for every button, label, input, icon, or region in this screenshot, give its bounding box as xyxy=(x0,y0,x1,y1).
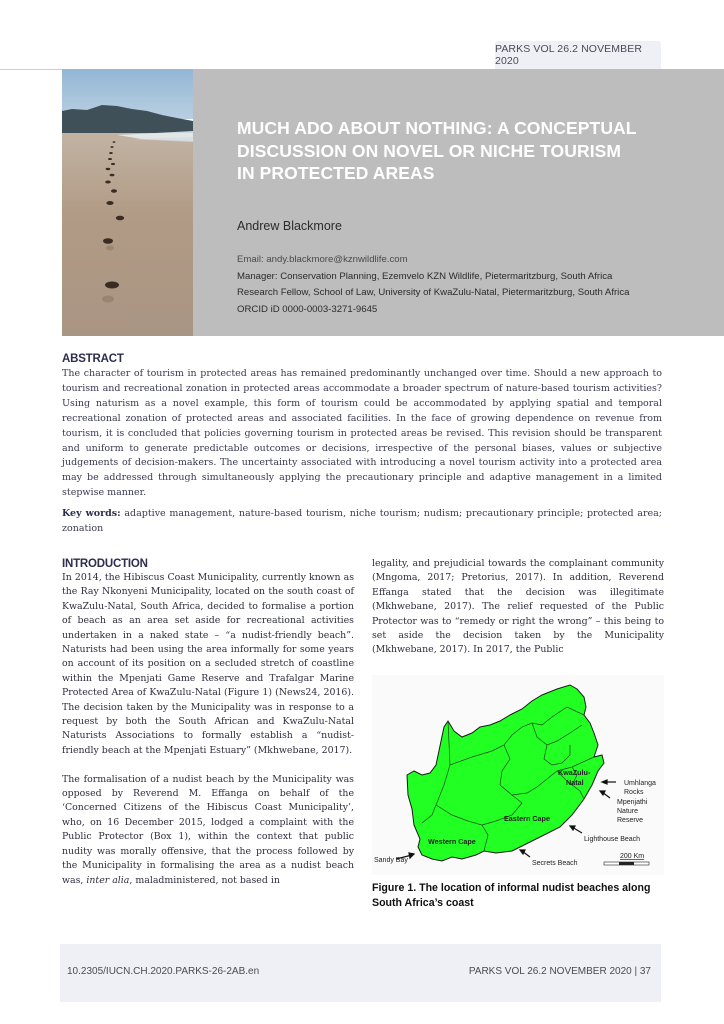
intro-paragraph-2-end: , maladministered, not based in xyxy=(129,874,280,886)
author-name: Andrew Blackmore xyxy=(237,219,342,233)
map-label-umhlanga-1: Umhlanga xyxy=(624,780,656,787)
header-rule xyxy=(0,69,62,70)
affiliation-line-2: Research Fellow, School of Law, University of KwaZulu-Natal, Pietermaritzburg, South Africa xyxy=(237,287,630,298)
intro-paragraph-3: legality, and prejudicial towards the complainant community (Mngoma, 2017; Pretorius, 2017). In addition, Reverend Effanga stated that the decision was illegitimate (Mkhwebane, 2017). The relief requested of the Public Protector was to “remedy or right the wrong” – this being to set aside the decision taken by the Municipality (Mkhwebane, 2017). In 2017, the Public xyxy=(372,558,664,656)
map-label-mpenjathi-2: Nature xyxy=(617,808,639,815)
map-label-natal: Natal xyxy=(566,778,584,787)
map-scale-label: 200 Km xyxy=(620,853,645,860)
abstract-heading: ABSTRACT xyxy=(62,353,124,365)
article-title-line-1: MUCH ADO ABOUT NOTHING: A CONCEPTUAL xyxy=(237,118,637,138)
intro-paragraph-2-italic: inter alia xyxy=(86,874,130,886)
journal-issue-text: PARKS VOL 26.2 NOVEMBER 2020 xyxy=(495,43,643,67)
map-label-mpenjathi-3: Reserve xyxy=(617,817,644,824)
journal-issue-tag xyxy=(495,41,661,69)
orcid-id: ORCID iD 0000-0003-3271-9645 xyxy=(237,303,378,315)
article-title-line-3: IN PROTECTED AREAS xyxy=(237,163,435,183)
keywords-label: Key words: xyxy=(62,508,121,519)
map-label-eastern-cape: Eastern Cape xyxy=(504,814,550,823)
map-scale-bar xyxy=(604,862,649,865)
author-email[interactable]: Email: andy.blackmore@kznwildlife.com xyxy=(237,254,408,265)
map-label-sandy-bay: Sandy Bay xyxy=(374,857,408,864)
page-number-info: PARKS VOL 26.2 NOVEMBER 2020 | 37 xyxy=(468,966,651,977)
map-label-kwazulu: KwaZulu- xyxy=(558,768,591,777)
map-label-secrets-beach: Secrets Beach xyxy=(532,860,578,867)
map-label-western-cape: Western Cape xyxy=(428,837,476,846)
page-footer xyxy=(60,944,661,1002)
author-affiliations xyxy=(237,252,677,318)
beach-photo-image xyxy=(62,69,193,336)
intro-paragraph-1: In 2014, the Hibiscus Coast Municipality, currently known as the Ray Nkonyeni Municipality, located on the south coast of KwaZulu-Natal, South Africa, decided to formalise a portion of beach as an area set aside for recreational activities undertaken in a naked state – “a nudist-friendly beach”. Naturists had been using the area informally for some years on account of its position on a secluded stretch of coastline within the Mpenjati Game Reserve and Trafalgar Marine Protected Area of KwaZulu-Natal (Figure 1) (News24, 2016). The decision taken by the Municipality was in response to a request by both the South African and KwaZulu-Natal Naturists Associations to formally establish a “nudist-friendly beach at the Mpenjati Estuary” (Mkhwebane, 2017). xyxy=(62,572,354,756)
intro-paragraph-2 xyxy=(62,773,354,888)
keywords-list: adaptive management, nature-based tourism, niche tourism; nudism; precautionary principle; protected area; zonation xyxy=(62,508,662,534)
map-label-umhlanga-2: Rocks xyxy=(624,789,644,796)
body-column-left xyxy=(62,571,354,888)
south-africa-map xyxy=(372,675,664,875)
map-label-lighthouse-beach: Lighthouse Beach xyxy=(584,836,641,843)
body-column-right xyxy=(372,557,664,658)
figure-1-map xyxy=(372,675,664,875)
affiliation-line-1: Manager: Conservation Planning, Ezemvelo KZN Wildlife, Pietermaritzburg, South Africa xyxy=(237,270,613,282)
article-title-line-2: DISCUSSION ON NOVEL OR NICHE TOURISM xyxy=(237,140,622,161)
keywords xyxy=(62,507,662,537)
doi-link[interactable]: 10.2305/IUCN.CH.2020.PARKS-26-2AB.en xyxy=(67,966,260,977)
article-title xyxy=(237,117,707,185)
figure-1-caption: Figure 1. The location of informal nudist beaches along South Africa’s coast xyxy=(372,882,651,909)
abstract-text: The character of tourism in protected areas has remained predominantly unchanged over time. Should a new approach to tourism and recreational zonation in protected areas accommodate a broader spectrum of nature-based tourism activities? Using naturism as a novel example, this form of tourism could be accommodated by applying spatial and temporal recreational zonation of protected areas and associated facilities. In the face of growing dependence on revenue from tourism, it is concluded that policies governing tourism in protected areas be revised. This revision should be transparent and uniform to generate predictable outcomes or decisions, irrespective of the personal biases, values or subjective judgements of decision-makers. The uncertainty associated with introducing a novel tourism activity into a protected area may be addressed through simultaneously applying the precautionary principle and adaptive management in a limited stepwise manner. xyxy=(62,368,662,499)
map-label-mpenjathi-1: Mpenjathi xyxy=(617,799,648,806)
intro-paragraph-2-text: The formalisation of a nudist beach by the Municipality was opposed by Reverend M. Effanga on behalf of the ‘Concerned Citizens of the Hibiscus Coast Municipality’, who, on 16 December 2015, lodged a complaint with the Public Protector (Box 1), within the context that public nudity was morally offensive, that the process followed by the Municipality in formalising the area as a nudist beach was, xyxy=(62,773,354,886)
introduction-heading: INTRODUCTION xyxy=(62,558,148,570)
beach-footprints-photo xyxy=(62,69,193,336)
